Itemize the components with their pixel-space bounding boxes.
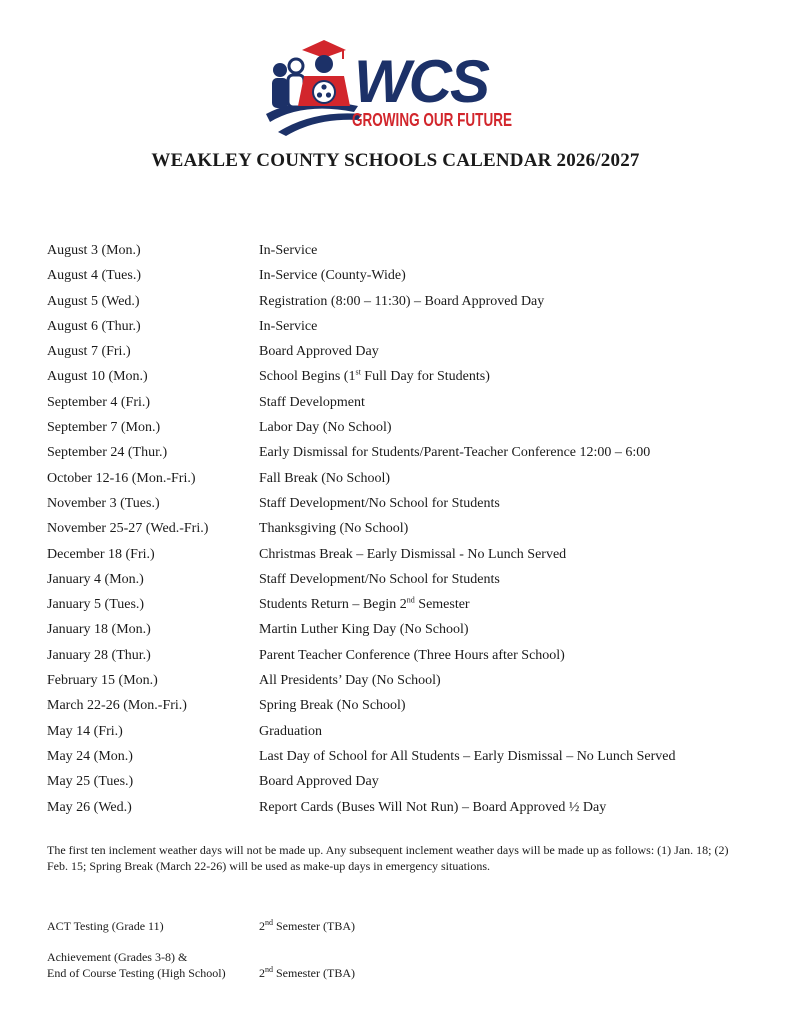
event-row: [47, 797, 767, 822]
event-description: School Begins (1st Full Day for Students): [259, 367, 490, 385]
event-description: Last Day of School for All Students – Early Dismissal – No Lunch Served: [259, 748, 676, 764]
event-date: August 10 (Mon.): [47, 369, 148, 385]
event-date: November 25-27 (Wed.-Fri.): [47, 521, 209, 537]
testing-value: 2nd Semester (TBA): [259, 965, 355, 980]
event-description: In-Service: [259, 243, 318, 258]
event-description: Early Dismissal for Students/Parent-Teacher Conference 12:00 – 6:00: [259, 445, 651, 461]
event-description: In-Service (County-Wide): [259, 268, 406, 284]
event-description: Staff Development: [259, 394, 365, 410]
event-date: August 7 (Fri.): [47, 344, 131, 360]
inclement-weather-note: The first ten inclement weather days will not be made up. Any subsequent inclement weather days will be made up as follows: (1) Jan. 18; (2) Feb. 15; Spring Break (March 22-26) will be used as make-up days in emergency situations.: [47, 843, 729, 873]
event-date: May 26 (Wed.): [47, 799, 132, 815]
event-row: [47, 771, 767, 796]
event-date: January 28 (Thur.): [47, 647, 151, 663]
event-date: October 12-16 (Mon.-Fri.): [47, 470, 196, 486]
event-date: September 4 (Fri.): [47, 394, 151, 410]
wcs-logo: [258, 36, 526, 136]
testing-label: ACT Testing (Grade 11): [47, 919, 164, 933]
event-row: [47, 695, 767, 720]
event-date: January 4 (Mon.): [47, 571, 144, 587]
event-description: Report Cards (Buses Will Not Run) – Board Approved ½ Day: [259, 799, 607, 815]
event-description: Parent Teacher Conference (Three Hours after School): [259, 647, 565, 663]
event-date: May 24 (Mon.): [47, 748, 133, 764]
event-date: May 14 (Fri.): [47, 723, 123, 739]
page-title: WEAKLEY COUNTY SCHOOLS CALENDAR 2026/2027: [151, 150, 640, 171]
event-row: [47, 417, 767, 442]
event-date: November 3 (Tues.): [47, 495, 160, 511]
event-date: August 3 (Mon.): [47, 243, 141, 258]
event-date: September 7 (Mon.): [47, 420, 161, 436]
event-date: August 5 (Wed.): [47, 293, 140, 309]
event-row: [47, 645, 767, 670]
event-row: [47, 366, 767, 391]
event-date: March 22-26 (Mon.-Fri.): [47, 698, 187, 714]
event-date: September 24 (Thur.): [47, 445, 168, 461]
event-date: May 25 (Tues.): [47, 774, 134, 790]
event-row: [47, 493, 767, 518]
event-description: Spring Break (No School): [259, 698, 406, 714]
event-description: Registration (8:00 – 11:30) – Board Approved Day: [259, 293, 545, 309]
event-description: Christmas Break – Early Dismissal - No Lunch Served: [259, 546, 567, 562]
event-row: [47, 569, 767, 594]
event-row: [47, 619, 767, 644]
event-row: [47, 291, 767, 316]
event-row: [47, 316, 767, 341]
event-description: In-Service: [259, 318, 318, 334]
event-description: Board Approved Day: [259, 344, 379, 360]
event-row: [47, 240, 767, 265]
logo-wordmark: WCS: [354, 48, 488, 115]
event-row: [47, 392, 767, 417]
event-description: Fall Break (No School): [259, 470, 391, 486]
event-row: [47, 442, 767, 467]
event-description: Thanksgiving (No School): [259, 521, 409, 537]
event-row: [47, 518, 767, 543]
event-date: August 4 (Tues.): [47, 268, 141, 284]
event-date: February 15 (Mon.): [47, 673, 158, 689]
event-row: [47, 468, 767, 493]
event-description: Graduation: [259, 723, 322, 739]
event-row: [47, 544, 767, 569]
event-row: [47, 746, 767, 771]
testing-label: Achievement (Grades 3-8) & End of Course Testing (High School): [47, 950, 226, 980]
event-date: January 5 (Tues.): [47, 597, 145, 613]
event-row: [47, 594, 767, 619]
event-description: Martin Luther King Day (No School): [259, 622, 469, 638]
event-row: [47, 670, 767, 695]
logo-tagline: GROWING OUR FUTURE: [352, 110, 512, 130]
event-row: [47, 721, 767, 746]
event-description: Staff Development/No School for Students: [259, 571, 500, 587]
event-row: [47, 341, 767, 366]
event-description: Labor Day (No School): [259, 420, 392, 436]
testing-value: 2nd Semester (TBA): [259, 918, 355, 933]
event-description: Board Approved Day: [259, 774, 379, 790]
event-date: January 18 (Mon.): [47, 622, 151, 638]
calendar-event-list: [47, 240, 767, 822]
event-date: December 18 (Fri.): [47, 546, 155, 562]
event-description: Students Return – Begin 2nd Semester: [259, 595, 470, 613]
event-row: [47, 265, 767, 290]
event-description: All Presidents’ Day (No School): [259, 673, 441, 689]
event-description: Staff Development/No School for Students: [259, 495, 500, 511]
event-date: August 6 (Thur.): [47, 318, 141, 334]
